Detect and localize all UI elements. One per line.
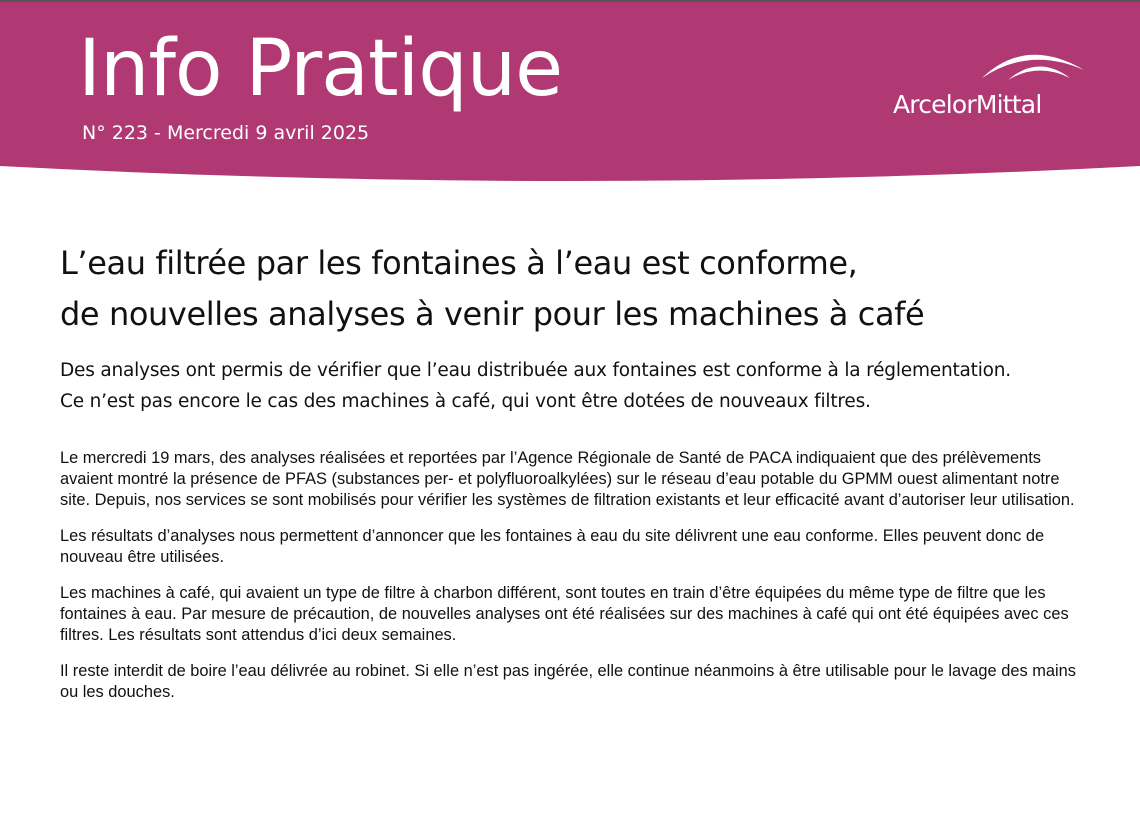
body-paragraph: Les résultats d’analyses nous permettent d’annoncer que les fontaines à eau du site délivrent une eau conforme. Elles peuvent donc de nouveau être utilisées. — [60, 527, 1045, 566]
body-paragraph: Le mercredi 19 mars, des analyses réalisées et reportées par l’Agence Régionale de Santé de PACA indiquaient que des prélèvements avaient montré la présence de PFAS (substances per- et polyfluoroalkylées) sur le réseau d’eau potable du GPMM ouest alimentant notre site. Depuis, nos services se sont mobilisés pour vérifier les systèmes de filtration existants et leur efficacité avant d’autoriser leur utilisation. — [60, 449, 1075, 509]
body-paragraph: Les machines à café, qui avaient un type de filtre à charbon différent, sont toutes en train d’être équipées du même type de filtre que les fontaines à eau. Par mesure de précaution, de nouvelles analyses ont été réalisées sur des machines à café qui ont été équipées avec ces filtres. Les résultats sont attendus d’ici deux semaines. — [60, 584, 1069, 644]
headline-line: L’eau filtrée par les fontaines à l’eau est conforme, — [60, 244, 858, 282]
logo-text: ArcelorMittal — [893, 90, 1042, 119]
arcelormittal-logo — [890, 40, 1090, 130]
lead-line: Des analyses ont permis de vérifier que l’eau distribuée aux fontaines est conforme à la réglementation. — [60, 360, 1011, 381]
article-headline — [60, 238, 1100, 340]
lead-line: Ce n’est pas encore le cas des machines à café, qui vont être dotées de nouveaux filtres. — [60, 391, 871, 412]
headline-line: de nouvelles analyses à venir pour les machines à café — [60, 295, 925, 333]
body-paragraph: Il reste interdit de boire l’eau délivrée au robinet. Si elle n’est pas ingérée, elle continue néanmoins à être utilisable pour le lavage des mains ou les douches. — [60, 662, 1076, 701]
newsletter-title: Info Pratique — [78, 24, 563, 114]
issue-info: N° 223 - Mercredi 9 avril 2025 — [82, 122, 370, 144]
article-body — [60, 448, 1090, 718]
logo-mark-icon — [978, 40, 1088, 82]
article-lead — [60, 355, 1120, 417]
